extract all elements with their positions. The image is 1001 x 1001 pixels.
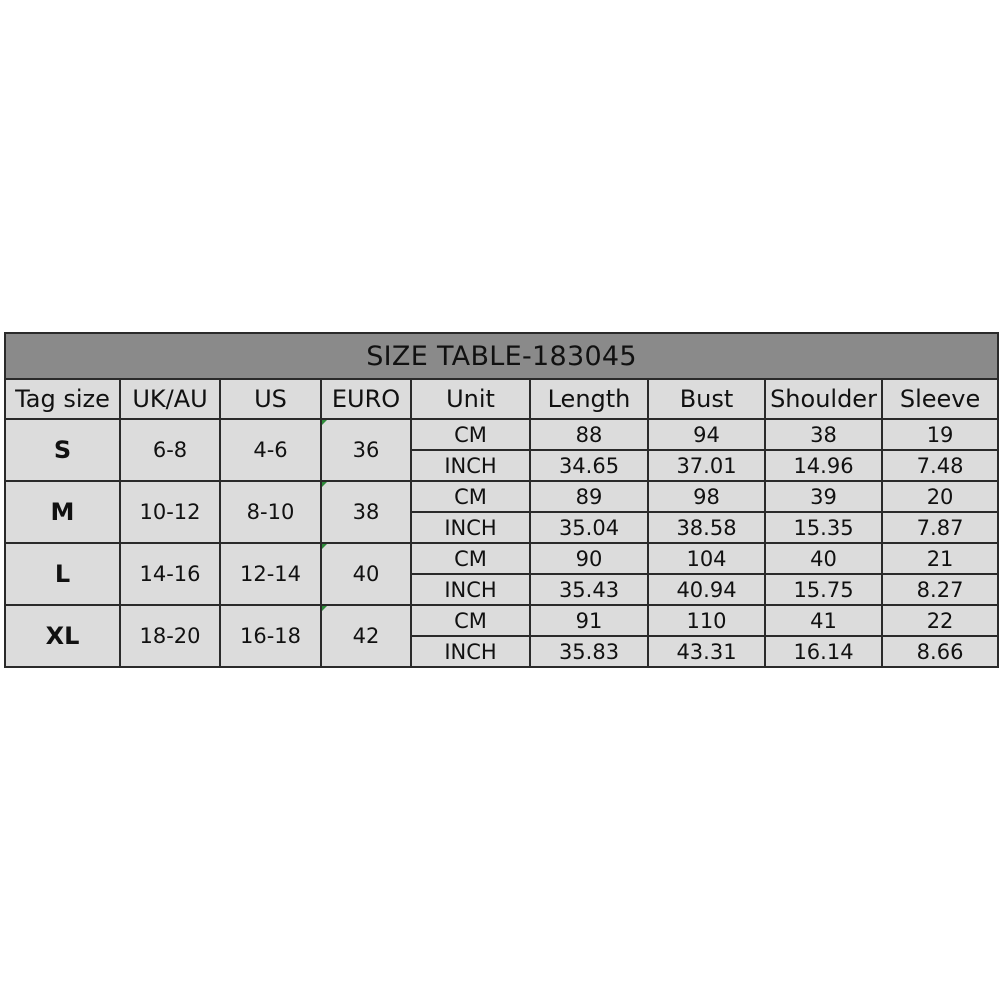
sleeve-cell: 21 <box>882 543 998 574</box>
shoulder-cell: 15.35 <box>765 512 882 543</box>
unit-cell: INCH <box>411 636 530 667</box>
sleeve-cell: 8.66 <box>882 636 998 667</box>
euro-cell <box>321 543 411 605</box>
euro-cell <box>321 481 411 543</box>
bust-cell: 94 <box>648 419 765 450</box>
header-bust: Bust <box>648 379 765 419</box>
table-row <box>5 605 998 636</box>
header-unit: Unit <box>411 379 530 419</box>
table-row <box>5 419 998 450</box>
us-cell: 8-10 <box>220 481 321 543</box>
unit-cell: INCH <box>411 574 530 605</box>
cell-corner-marker <box>322 606 327 611</box>
euro-value: 42 <box>352 624 380 648</box>
table-title: SIZE TABLE-183045 <box>5 333 998 379</box>
tag-size-cell: L <box>5 543 120 605</box>
header-us: US <box>220 379 321 419</box>
header-sleeve: Sleeve <box>882 379 998 419</box>
sleeve-cell: 7.87 <box>882 512 998 543</box>
bust-cell: 37.01 <box>648 450 765 481</box>
sleeve-cell: 7.48 <box>882 450 998 481</box>
unit-cell: CM <box>411 605 530 636</box>
size-table <box>4 332 999 668</box>
uk-au-cell: 14-16 <box>120 543 220 605</box>
sleeve-cell: 22 <box>882 605 998 636</box>
header-length: Length <box>530 379 648 419</box>
unit-cell: CM <box>411 481 530 512</box>
length-cell: 89 <box>530 481 648 512</box>
cell-corner-marker <box>322 420 327 425</box>
length-cell: 35.43 <box>530 574 648 605</box>
tag-size-cell: M <box>5 481 120 543</box>
euro-cell <box>321 605 411 667</box>
bust-cell: 110 <box>648 605 765 636</box>
length-cell: 35.04 <box>530 512 648 543</box>
euro-value: 40 <box>352 562 380 586</box>
length-cell: 88 <box>530 419 648 450</box>
unit-cell: INCH <box>411 512 530 543</box>
uk-au-cell: 18-20 <box>120 605 220 667</box>
euro-value: 36 <box>352 438 380 462</box>
sleeve-cell: 19 <box>882 419 998 450</box>
header-euro: EURO <box>321 379 411 419</box>
length-cell: 90 <box>530 543 648 574</box>
uk-au-cell: 6-8 <box>120 419 220 481</box>
tag-size-cell: XL <box>5 605 120 667</box>
unit-cell: CM <box>411 543 530 574</box>
us-cell: 4-6 <box>220 419 321 481</box>
bust-cell: 38.58 <box>648 512 765 543</box>
header-row <box>5 379 998 419</box>
header-shoulder: Shoulder <box>765 379 882 419</box>
us-cell: 12-14 <box>220 543 321 605</box>
bust-cell: 104 <box>648 543 765 574</box>
unit-cell: INCH <box>411 450 530 481</box>
shoulder-cell: 41 <box>765 605 882 636</box>
sleeve-cell: 20 <box>882 481 998 512</box>
title-row <box>5 333 998 379</box>
bust-cell: 40.94 <box>648 574 765 605</box>
shoulder-cell: 40 <box>765 543 882 574</box>
sleeve-cell: 8.27 <box>882 574 998 605</box>
header-uk-au: UK/AU <box>120 379 220 419</box>
cell-corner-marker <box>322 482 327 487</box>
unit-cell: CM <box>411 419 530 450</box>
shoulder-cell: 39 <box>765 481 882 512</box>
shoulder-cell: 38 <box>765 419 882 450</box>
uk-au-cell: 10-12 <box>120 481 220 543</box>
shoulder-cell: 14.96 <box>765 450 882 481</box>
shoulder-cell: 16.14 <box>765 636 882 667</box>
euro-cell <box>321 419 411 481</box>
length-cell: 91 <box>530 605 648 636</box>
euro-value: 38 <box>352 500 380 524</box>
shoulder-cell: 15.75 <box>765 574 882 605</box>
bust-cell: 43.31 <box>648 636 765 667</box>
table-row <box>5 481 998 512</box>
us-cell: 16-18 <box>220 605 321 667</box>
cell-corner-marker <box>322 544 327 549</box>
tag-size-cell: S <box>5 419 120 481</box>
length-cell: 35.83 <box>530 636 648 667</box>
bust-cell: 98 <box>648 481 765 512</box>
header-tag-size: Tag size <box>5 379 120 419</box>
length-cell: 34.65 <box>530 450 648 481</box>
table-row <box>5 543 998 574</box>
